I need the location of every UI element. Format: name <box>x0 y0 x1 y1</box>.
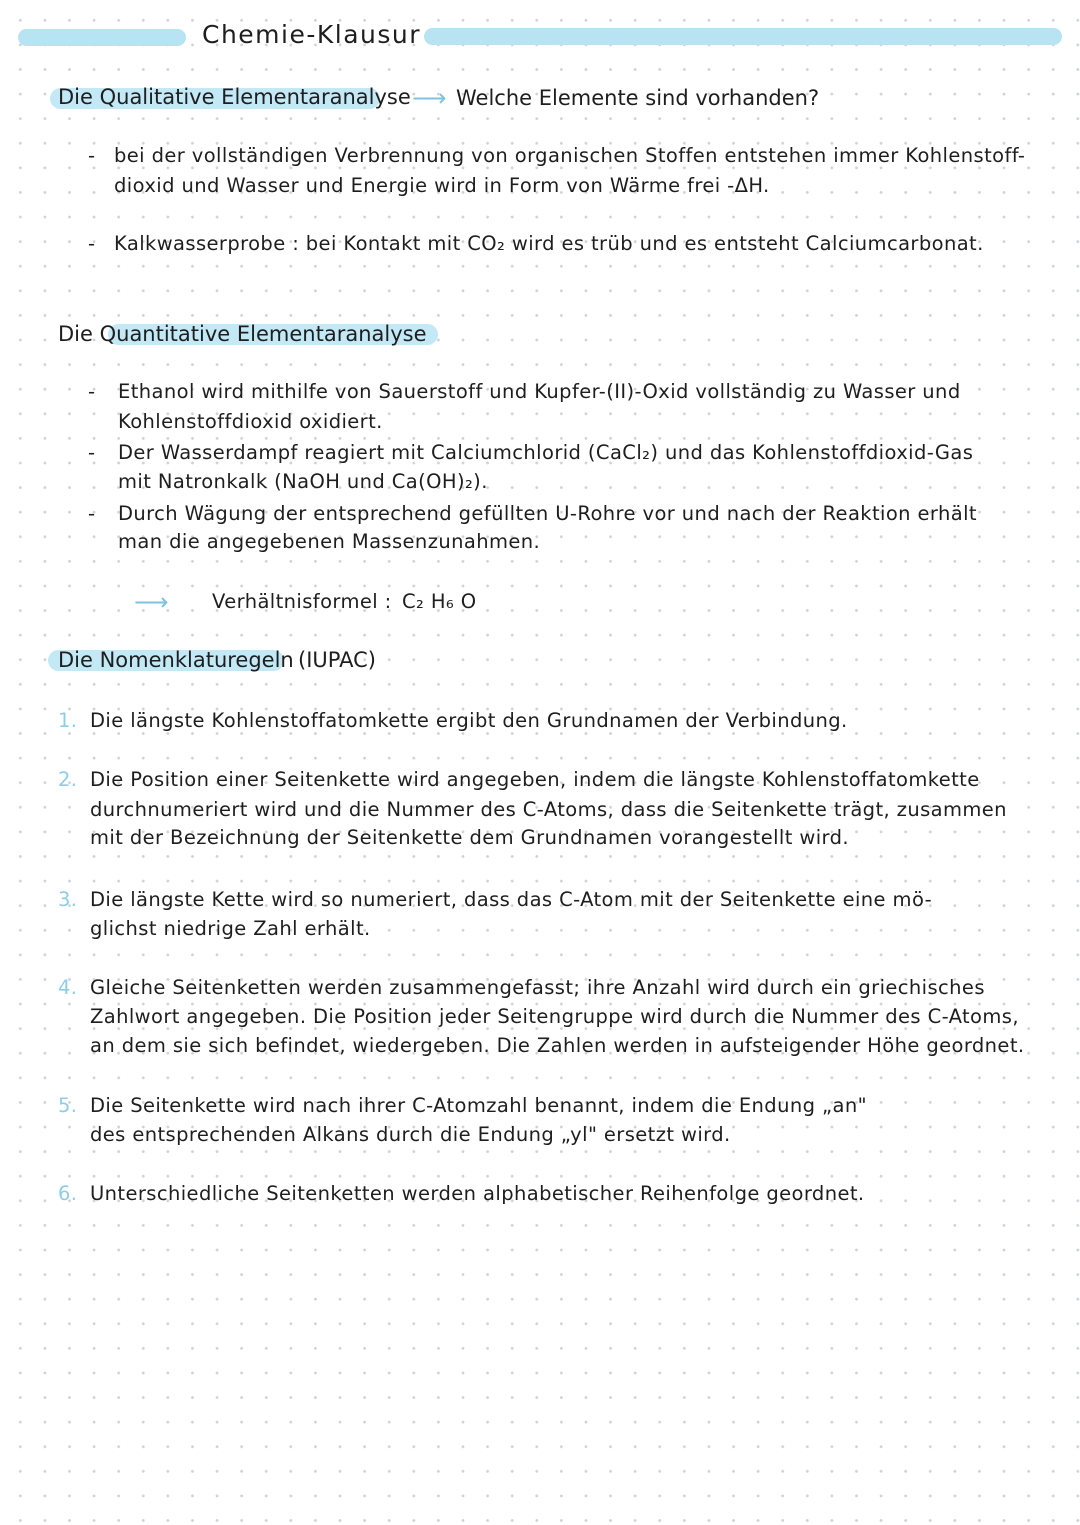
s2-bullet2-line1: Der Wasserdampf reagiert mit Calciumchlorid (CaCl₂) und das Kohlenstoffdioxid-Gas <box>118 441 974 464</box>
s2-bullet2-line2: mit Natronkalk (NaOH und Ca(OH)₂). <box>118 470 488 493</box>
rule-number: 6. <box>58 1182 78 1205</box>
rule2-line3: mit der Bezeichnung der Seitenkette dem Grundnamen vorangestellt wird. <box>90 826 849 849</box>
arrow-icon: ⟶ <box>134 588 169 616</box>
formula: C₂ H₆ O <box>402 590 477 613</box>
rule4-line3: an dem sie sich befindet, wiedergeben. Die Zahlen werden in aufsteigender Höhe geordnet. <box>90 1034 1025 1057</box>
bullet-dash: - <box>88 502 96 525</box>
rule6-line1: Unterschiedliche Seitenketten werden alphabetischer Reihenfolge geordnet. <box>90 1182 865 1205</box>
page-title: Chemie-Klausur <box>202 20 422 49</box>
bullet-dash: - <box>88 441 96 464</box>
bullet-dash: - <box>88 380 96 403</box>
section1-heading: Die Qualitative Elementaranalyse <box>58 85 411 109</box>
title-bar-left <box>18 29 186 46</box>
rule-number: 3. <box>58 888 78 911</box>
title-bar-right <box>424 28 1062 45</box>
section3-heading-suffix: (IUPAC) <box>298 648 376 672</box>
s1-bullet1-line2: dioxid und Wasser und Energie wird in Form von Wärme frei -ΔH. <box>114 174 770 197</box>
rule5-line2: des entsprechenden Alkans durch die Endung „yl" ersetzt wird. <box>90 1123 731 1146</box>
rule-number: 5. <box>58 1094 78 1117</box>
section3-heading: Die Nomenklaturegeln <box>58 648 294 672</box>
s2-bullet3-line1: Durch Wägung der entsprechend gefüllten U-Rohre vor und nach der Reaktion erhält <box>118 502 977 525</box>
s2-bullet1-line2: Kohlenstoffdioxid oxidiert. <box>118 410 383 433</box>
section2-heading: Die Quantitative Elementaranalyse <box>58 322 427 346</box>
rule3-line2: glichst niedrige Zahl erhält. <box>90 917 371 940</box>
rule4-line2: Zahlwort angegeben. Die Position jeder Seitengruppe wird durch die Nummer des C-Atoms, <box>90 1005 1019 1028</box>
rule5-line1: Die Seitenkette wird nach ihrer C-Atomzahl benannt, indem die Endung „an" <box>90 1094 867 1117</box>
rule1-line1: Die längste Kohlenstoffatomkette ergibt den Grundnamen der Verbindung. <box>90 709 848 732</box>
formula-label: Verhältnisformel : <box>212 590 392 613</box>
s2-bullet1-line1: Ethanol wird mithilfe von Sauerstoff und Kupfer-(II)-Oxid vollständig zu Wasser und <box>118 380 961 403</box>
rule-number: 1. <box>58 709 78 732</box>
s2-bullet3-line2: man die angegebenen Massenzunahmen. <box>118 530 541 553</box>
bullet-dash: - <box>88 144 96 167</box>
rule4-line1: Gleiche Seitenketten werden zusammengefasst; ihre Anzahl wird durch ein griechisches <box>90 976 985 999</box>
rule3-line1: Die längste Kette wird so numeriert, dass das C-Atom mit der Seitenkette eine mö- <box>90 888 933 911</box>
rule2-line2: durchnumeriert wird und die Nummer des C-Atoms, dass die Seitenkette trägt, zusammen <box>90 798 1007 821</box>
bullet-dash: - <box>88 232 96 255</box>
section1-question: Welche Elemente sind vorhanden? <box>456 86 820 110</box>
s1-bullet1-line1: bei der vollständigen Verbrennung von organischen Stoffen entstehen immer Kohlenstoff- <box>114 144 1026 167</box>
arrow-icon: ⟶ <box>412 84 447 112</box>
rule2-line1: Die Position einer Seitenkette wird angegeben, indem die längste Kohlenstoffatomkette <box>90 768 980 791</box>
rule-number: 4. <box>58 976 78 999</box>
rule-number: 2. <box>58 768 78 791</box>
s1-bullet2: Kalkwasserprobe : bei Kontakt mit CO₂ wird es trüb und es entsteht Calciumcarbonat. <box>114 232 984 255</box>
